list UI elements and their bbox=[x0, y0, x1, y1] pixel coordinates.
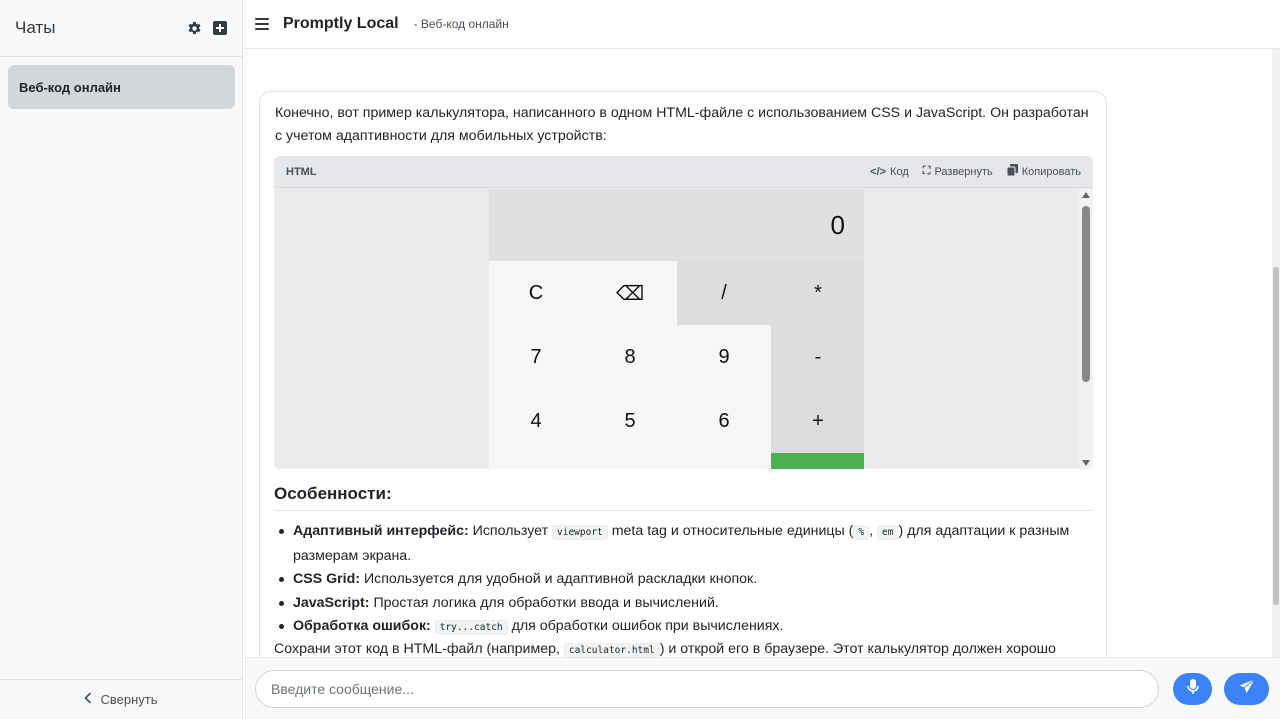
key-8[interactable]: 8 bbox=[583, 325, 677, 389]
list-item bbox=[274, 592, 1093, 616]
feature-text: Используется для удобной и адаптивной раскладки кнопок. bbox=[360, 571, 758, 587]
feature-text: , bbox=[869, 523, 878, 539]
features-heading: Особенности: bbox=[274, 484, 1093, 511]
html-preview bbox=[274, 189, 1079, 469]
code-language: HTML bbox=[286, 165, 317, 178]
copy-label: Копировать bbox=[1021, 165, 1081, 178]
scroll-up-arrow[interactable] bbox=[1082, 192, 1090, 198]
feature-text: meta tag и относительные единицы ( bbox=[607, 523, 854, 539]
list-item bbox=[274, 568, 1093, 592]
calculator-keys bbox=[489, 261, 864, 469]
calculator-display: 0 bbox=[489, 189, 864, 261]
code-block bbox=[274, 156, 1093, 469]
calculator bbox=[489, 189, 864, 469]
expand-button[interactable] bbox=[923, 165, 993, 178]
code-view-button[interactable] bbox=[870, 166, 909, 178]
key-5[interactable]: 5 bbox=[583, 389, 677, 453]
send-icon bbox=[1239, 679, 1255, 699]
key-next-row-2[interactable] bbox=[583, 453, 677, 469]
preview-scrollbar[interactable] bbox=[1079, 189, 1093, 469]
code-view-label: Код bbox=[890, 165, 909, 178]
inline-code: % bbox=[853, 525, 869, 540]
chat-subtitle: - Веб-код онлайн bbox=[413, 17, 509, 31]
new-chat-icon[interactable] bbox=[212, 20, 228, 36]
preview-scrollbar-thumb[interactable] bbox=[1082, 206, 1090, 382]
app-title: Promptly Local bbox=[283, 15, 399, 32]
chat-item-label: Веб-код онлайн bbox=[19, 79, 121, 95]
menu-icon[interactable] bbox=[255, 18, 269, 30]
key-next-row-1[interactable] bbox=[489, 453, 583, 469]
sidebar-chat-item[interactable] bbox=[8, 65, 235, 109]
feature-text: ) для адаптации к разным размерам экрана. bbox=[293, 523, 1070, 564]
top-bar bbox=[244, 0, 1280, 49]
code-block-header bbox=[274, 156, 1093, 188]
expand-label: Развернуть bbox=[934, 165, 993, 178]
feature-title: Обработка ошибок: bbox=[293, 618, 431, 634]
inline-code: em bbox=[877, 525, 898, 540]
message-intro: Конечно, вот пример калькулятора, написанного в одном HTML-файле с использованием CSS и JavaScript. Он разработан с учетом адаптивности для мобильных устройств: bbox=[275, 105, 1089, 144]
feature-title: JavaScript: bbox=[293, 594, 370, 611]
key-4[interactable]: 4 bbox=[489, 389, 583, 453]
sidebar-title: Чаты bbox=[15, 18, 56, 37]
features-list bbox=[274, 520, 1093, 640]
sidebar bbox=[0, 0, 243, 719]
key-7[interactable]: 7 bbox=[489, 325, 583, 389]
collapse-button[interactable] bbox=[0, 679, 242, 719]
outro-text: ) и открой его в браузере. Этот калькулятор должен хорошо bbox=[659, 641, 1056, 657]
key-minus[interactable]: - bbox=[771, 325, 864, 389]
code-icon: </> bbox=[870, 165, 887, 178]
key-plus[interactable]: + bbox=[771, 389, 864, 453]
key-equals[interactable] bbox=[771, 453, 864, 469]
outro-text: Сохрани этот код в HTML-файл (например, bbox=[274, 641, 564, 657]
feature-text: Использует bbox=[468, 523, 553, 539]
main-scrollbar[interactable] bbox=[1272, 49, 1280, 657]
features-section bbox=[274, 484, 1093, 640]
microphone-button[interactable] bbox=[1173, 673, 1212, 705]
scroll-down-arrow[interactable] bbox=[1082, 460, 1090, 466]
send-button[interactable] bbox=[1224, 673, 1269, 705]
assistant-message bbox=[259, 91, 1107, 671]
inline-code: viewport bbox=[552, 525, 608, 540]
list-item bbox=[274, 520, 1093, 568]
composer bbox=[244, 657, 1280, 719]
feature-title: CSS Grid: bbox=[293, 571, 361, 587]
key-6[interactable]: 6 bbox=[677, 389, 771, 453]
copy-icon bbox=[1007, 164, 1018, 179]
microphone-icon bbox=[1187, 679, 1199, 700]
gear-icon[interactable] bbox=[186, 20, 202, 36]
message-input[interactable] bbox=[255, 670, 1159, 708]
feature-title: Адаптивный интерфейс: bbox=[293, 523, 469, 539]
key-backspace[interactable]: ⌫ bbox=[583, 261, 677, 325]
sidebar-header bbox=[0, 0, 242, 57]
expand-icon: ⛶ bbox=[922, 165, 931, 177]
copy-button[interactable] bbox=[1007, 164, 1081, 179]
key-9[interactable]: 9 bbox=[677, 325, 771, 389]
key-multiply[interactable]: * bbox=[771, 261, 864, 325]
feature-text: Простая логика для обработки ввода и вычислений. bbox=[369, 594, 719, 611]
key-divide[interactable]: / bbox=[677, 261, 771, 325]
key-clear[interactable]: C bbox=[489, 261, 583, 325]
list-item bbox=[274, 615, 1093, 640]
key-next-row-3[interactable] bbox=[677, 453, 771, 469]
inline-code: calculator.html bbox=[564, 643, 660, 658]
feature-text: для обработки ошибок при вычислениях. bbox=[507, 618, 784, 634]
main-scrollbar-thumb[interactable] bbox=[1273, 267, 1279, 605]
chevron-left-icon bbox=[84, 692, 92, 707]
collapse-label: Свернуть bbox=[100, 692, 158, 707]
inline-code: try...catch bbox=[435, 620, 508, 635]
